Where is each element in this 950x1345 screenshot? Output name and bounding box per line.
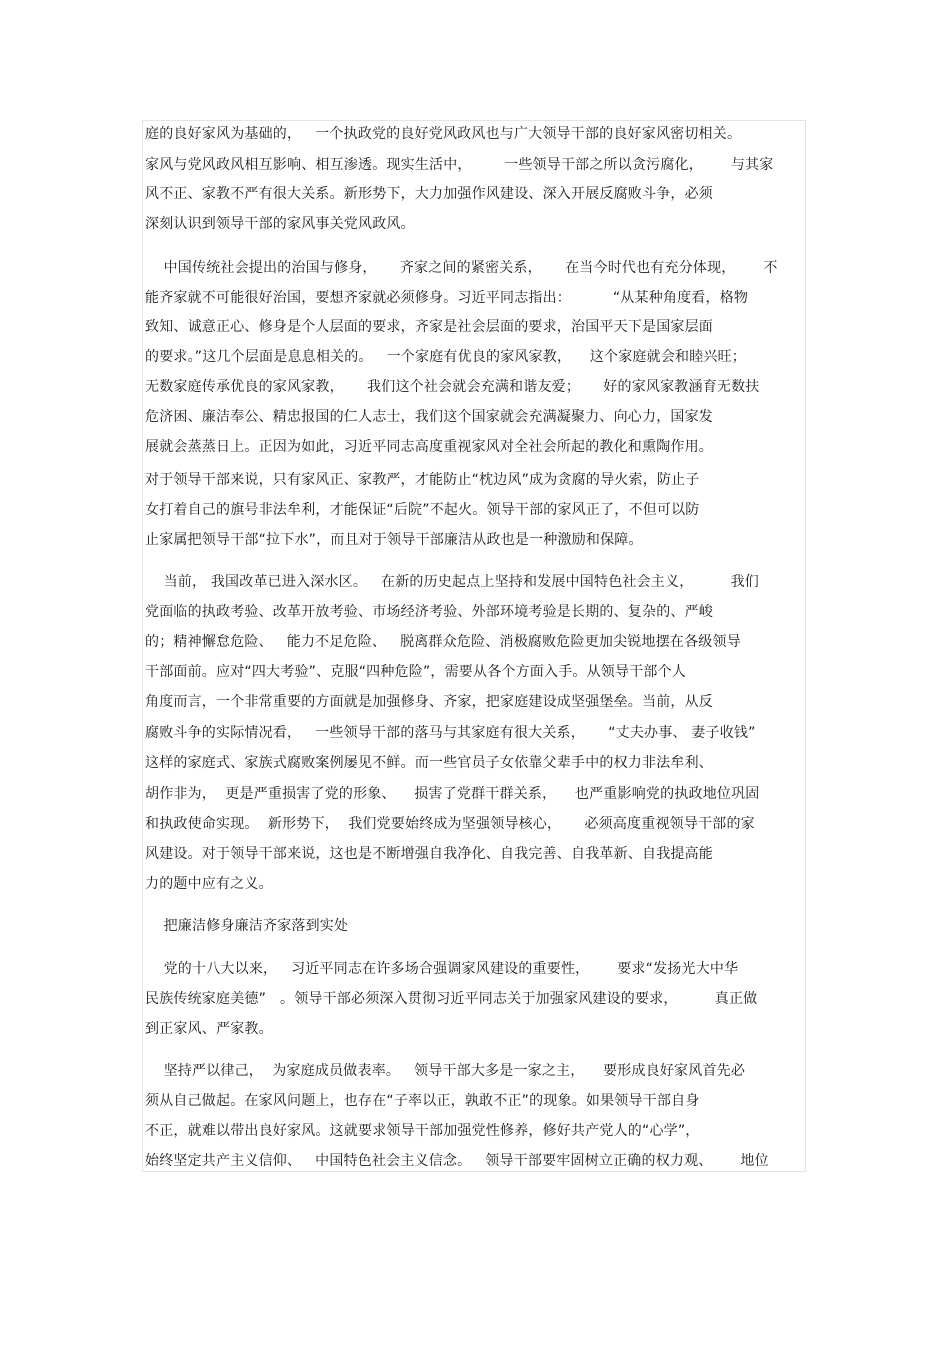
text-line: 家风与党风政风相互影响、相互渗透。现实生活中， 一些领导干部之所以贪污腐化， 与其家 — [145, 157, 774, 173]
text-line: 党的十八大以来， 习近平同志在许多场合强调家风建设的重要性， 要求“发扬光大中华 — [145, 961, 739, 977]
text-line: 风建设。对于领导干部来说，这也是不断增强自我净化、自我完善、自我革新、自我提高能 — [145, 846, 713, 862]
text-line: 的；精神懈怠危险、 能力不足危险、 脱离群众危险、消极腐败危险更加尖锐地摆在各级领导 — [145, 634, 741, 650]
text-line: 女打着自己的旗号非法牟利，才能保证“后院”不起火。领导干部的家风正了，不但可以防 — [145, 502, 700, 518]
text-line: 角度而言，一个非常重要的方面就是加强修身、齐家，把家庭建设成坚强堡垒。当前，从反 — [145, 694, 713, 710]
text-line: 当前， 我国改革已进入深水区。 在新的历史起点上坚持和发展中国特色社会主义， 我们 — [145, 574, 760, 590]
section-heading: 把廉洁修身廉洁齐家落到实处 — [145, 918, 349, 934]
text-line: 须从自己做起。在家风问题上，也存在“子率以正，孰敢不正”的现象。如果领导干部自身 — [145, 1093, 700, 1109]
text-line: 腐败斗争的实际情况看， 一些领导干部的落马与其家庭有很大关系， “丈夫办事、 妻子收钱” — [145, 725, 756, 741]
text-line: 胡作非为， 更是严重损害了党的形象、 损害了党群干群关系， 也严重影响党的执政地位巩固 — [145, 786, 760, 802]
text-line: 能齐家就不可能很好治国，要想齐家就必须修身。习近平同志指出： “从某种角度看，格物 — [145, 290, 749, 306]
text-line: 展就会蒸蒸日上。正因为如此，习近平同志高度重视家风对全社会所起的教化和熏陶作用。 — [145, 439, 713, 455]
text-line: 和执政使命实现。 新形势下， 我们党要始终成为坚强领导核心， 必须高度重视领导干部的家 — [145, 816, 755, 832]
text-line: 庭的良好家风为基础的， 一个执政党的良好党风政风也与广大领导干部的良好家风密切相关。 — [145, 126, 742, 142]
text-line: 止家属把领导干部“拉下水”，而且对于领导干部廉洁从政也是一种激励和保障。 — [145, 532, 643, 548]
text-line: 到正家风、严家教。 — [145, 1021, 273, 1037]
text-line: 对于领导干部来说，只有家风正、家教严，才能防止“枕边风”成为贪腐的导火索，防止子 — [145, 472, 700, 488]
text-line: 干部面前。应对“四大考验”、克服“四种危险”，需要从各个方面入手。从领导干部个人 — [145, 664, 687, 680]
text-line: 党面临的执政考验、改革开放考验、市场经济考验、外部环境考验是长期的、复杂的、严峻 — [145, 604, 713, 620]
text-line: 不正，就难以带出良好家风。这就要求领导干部加强党性修养，修好共产党人的“心学”， — [145, 1123, 700, 1139]
text-line: 风不正、家教不严有很大关系。新形势下，大力加强作风建设、深入开展反腐败斗争，必须 — [145, 186, 713, 202]
text-line: 这样的家庭式、家族式腐败案例屡见不鲜。而一些官员子女依靠父辈手中的权力非法牟利、 — [145, 755, 713, 771]
text-line: 危济困、廉洁奉公、精忠报国的仁人志士，我们这个国家就会充满凝聚力、向心力，国家发 — [145, 409, 713, 425]
text-line: 始终坚定共产主义信仰、 中国特色社会主义信念。 领导干部要牢固树立正确的权力观、 地位 — [145, 1153, 769, 1169]
text-line: 坚持严以律己， 为家庭成员做表率。 领导干部大多是一家之主， 要形成良好家风首先必 — [145, 1063, 746, 1079]
text-line: 民族传统家庭美德” 。领导干部必须深入贯彻习近平同志关于加强家风建设的要求， 真正做 — [145, 991, 758, 1007]
text-line: 中国传统社会提出的治国与修身， 齐家之间的紧密关系， 在当今时代也有充分体现， 不 — [145, 260, 778, 276]
text-line: 致知、诚意正心、修身是个人层面的要求，齐家是社会层面的要求，治国平天下是国家层面 — [145, 319, 713, 335]
text-line: 深刻认识到领导干部的家风事关党风政风。 — [145, 216, 415, 232]
text-line: 力的题中应有之义。 — [145, 876, 273, 892]
text-line: 无数家庭传承优良的家风家教， 我们这个社会就会充满和谐友爱； 好的家风家教涵育无数扶 — [145, 379, 760, 395]
text-line: 的要求。”这几个层面是息息相关的。 一个家庭有优良的家风家教， 这个家庭就会和睦兴旺； — [145, 349, 747, 365]
